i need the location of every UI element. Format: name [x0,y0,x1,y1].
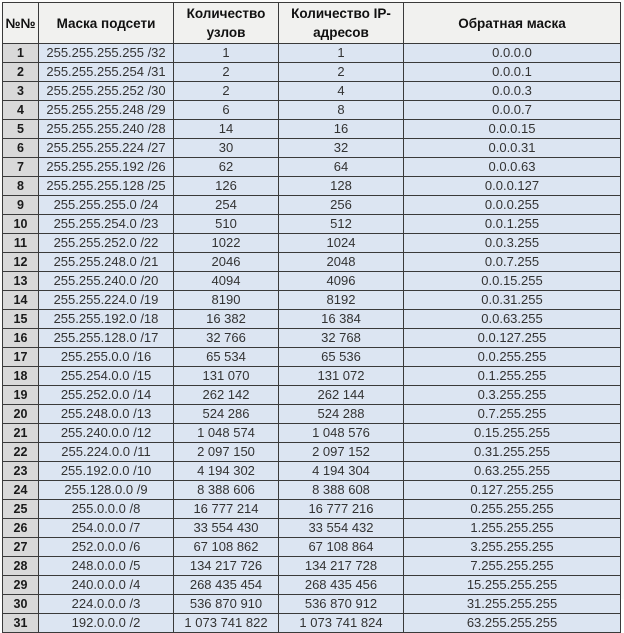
ips-cell: 16 384 [279,310,404,329]
hosts-cell: 510 [174,215,279,234]
table-row [3,272,621,291]
mask-cell: 255.224.0.0 /11 [39,443,174,462]
table-row [3,101,621,120]
column-header-num: №№ [3,3,39,44]
ips-cell: 262 144 [279,386,404,405]
table-row [3,405,621,424]
row-number-cell: 22 [3,443,39,462]
hosts-cell: 524 286 [174,405,279,424]
inverse-cell: 0.0.31.255 [404,291,621,310]
inverse-cell: 0.0.63.255 [404,310,621,329]
table-row [3,500,621,519]
hosts-cell: 268 435 454 [174,576,279,595]
table-row [3,424,621,443]
hosts-cell: 2 [174,63,279,82]
row-number-cell: 6 [3,139,39,158]
ips-cell: 8 [279,101,404,120]
ips-cell: 2 [279,63,404,82]
inverse-cell: 0.1.255.255 [404,367,621,386]
inverse-cell: 0.0.0.0 [404,44,621,63]
inverse-cell: 0.3.255.255 [404,386,621,405]
hosts-cell: 1 [174,44,279,63]
row-number-cell: 26 [3,519,39,538]
ips-cell: 64 [279,158,404,177]
mask-cell: 255.255.255.0 /24 [39,196,174,215]
table-row [3,329,621,348]
ips-cell: 32 [279,139,404,158]
hosts-cell: 14 [174,120,279,139]
table-row [3,177,621,196]
hosts-cell: 1 048 574 [174,424,279,443]
mask-cell: 254.0.0.0 /7 [39,519,174,538]
ips-cell: 512 [279,215,404,234]
inverse-cell: 7.255.255.255 [404,557,621,576]
ips-cell: 524 288 [279,405,404,424]
mask-cell: 248.0.0.0 /5 [39,557,174,576]
row-number-cell: 20 [3,405,39,424]
hosts-cell: 4 194 302 [174,462,279,481]
hosts-cell: 4094 [174,272,279,291]
table-row [3,481,621,500]
inverse-cell: 0.31.255.255 [404,443,621,462]
inverse-cell: 3.255.255.255 [404,538,621,557]
table-row [3,538,621,557]
ips-cell: 4 194 304 [279,462,404,481]
mask-cell: 255.255.128.0 /17 [39,329,174,348]
mask-cell: 255.255.252.0 /22 [39,234,174,253]
mask-cell: 255.255.192.0 /18 [39,310,174,329]
hosts-cell: 262 142 [174,386,279,405]
row-number-cell: 2 [3,63,39,82]
row-number-cell: 14 [3,291,39,310]
mask-cell: 192.0.0.0 /2 [39,614,174,633]
inverse-cell: 0.0.0.3 [404,82,621,101]
inverse-cell: 0.0.0.127 [404,177,621,196]
row-number-cell: 24 [3,481,39,500]
mask-cell: 255.255.254.0 /23 [39,215,174,234]
inverse-cell: 0.63.255.255 [404,462,621,481]
subnet-mask-table [2,2,621,633]
ips-cell: 16 777 216 [279,500,404,519]
inverse-cell: 0.0.3.255 [404,234,621,253]
inverse-cell: 31.255.255.255 [404,595,621,614]
inverse-cell: 0.0.0.255 [404,196,621,215]
ips-cell: 4 [279,82,404,101]
row-number-cell: 23 [3,462,39,481]
ips-cell: 268 435 456 [279,576,404,595]
mask-cell: 255.255.240.0 /20 [39,272,174,291]
row-number-cell: 4 [3,101,39,120]
column-header-mask: Маска подсети [39,3,174,44]
table-row [3,367,621,386]
inverse-cell: 0.127.255.255 [404,481,621,500]
ips-cell: 33 554 432 [279,519,404,538]
row-number-cell: 13 [3,272,39,291]
row-number-cell: 9 [3,196,39,215]
ips-cell: 8192 [279,291,404,310]
mask-cell: 255.255.248.0 /21 [39,253,174,272]
table-row [3,443,621,462]
row-number-cell: 16 [3,329,39,348]
mask-cell: 252.0.0.0 /6 [39,538,174,557]
header-row [3,3,621,44]
hosts-cell: 2046 [174,253,279,272]
table-row [3,519,621,538]
table-row [3,462,621,481]
ips-cell: 4096 [279,272,404,291]
table-row [3,310,621,329]
inverse-cell: 0.0.127.255 [404,329,621,348]
row-number-cell: 25 [3,500,39,519]
hosts-cell: 16 777 214 [174,500,279,519]
mask-cell: 255.128.0.0 /9 [39,481,174,500]
inverse-cell: 15.255.255.255 [404,576,621,595]
mask-cell: 255.255.255.252 /30 [39,82,174,101]
mask-cell: 255.255.224.0 /19 [39,291,174,310]
ips-cell: 1 [279,44,404,63]
row-number-cell: 1 [3,44,39,63]
column-header-hosts: Количество узлов [174,3,279,44]
row-number-cell: 21 [3,424,39,443]
row-number-cell: 5 [3,120,39,139]
hosts-cell: 16 382 [174,310,279,329]
row-number-cell: 15 [3,310,39,329]
inverse-cell: 0.0.7.255 [404,253,621,272]
ips-cell: 8 388 608 [279,481,404,500]
table-row [3,234,621,253]
table-row [3,253,621,272]
column-header-ips: Количество IP-адресов [279,3,404,44]
hosts-cell: 33 554 430 [174,519,279,538]
mask-cell: 255.192.0.0 /10 [39,462,174,481]
table-row [3,196,621,215]
hosts-cell: 131 070 [174,367,279,386]
ips-cell: 2 097 152 [279,443,404,462]
mask-cell: 255.255.0.0 /16 [39,348,174,367]
hosts-cell: 8190 [174,291,279,310]
table-body [3,44,621,633]
ips-cell: 131 072 [279,367,404,386]
inverse-cell: 0.7.255.255 [404,405,621,424]
mask-cell: 255.255.255.254 /31 [39,63,174,82]
row-number-cell: 12 [3,253,39,272]
inverse-cell: 0.0.0.63 [404,158,621,177]
row-number-cell: 10 [3,215,39,234]
hosts-cell: 30 [174,139,279,158]
inverse-cell: 1.255.255.255 [404,519,621,538]
inverse-cell: 0.0.0.7 [404,101,621,120]
inverse-cell: 0.0.15.255 [404,272,621,291]
hosts-cell: 8 388 606 [174,481,279,500]
inverse-cell: 63.255.255.255 [404,614,621,633]
mask-cell: 255.240.0.0 /12 [39,424,174,443]
table-row [3,576,621,595]
ips-cell: 1 048 576 [279,424,404,443]
table-row [3,63,621,82]
ips-cell: 1024 [279,234,404,253]
table-row [3,120,621,139]
row-number-cell: 11 [3,234,39,253]
mask-cell: 255.252.0.0 /14 [39,386,174,405]
row-number-cell: 31 [3,614,39,633]
row-number-cell: 29 [3,576,39,595]
table-row [3,158,621,177]
ips-cell: 2048 [279,253,404,272]
table-row [3,291,621,310]
hosts-cell: 1 073 741 822 [174,614,279,633]
row-number-cell: 18 [3,367,39,386]
row-number-cell: 27 [3,538,39,557]
mask-cell: 255.255.255.248 /29 [39,101,174,120]
mask-cell: 240.0.0.0 /4 [39,576,174,595]
inverse-cell: 0.0.255.255 [404,348,621,367]
table-row [3,44,621,63]
table-row [3,386,621,405]
mask-cell: 255.255.255.128 /25 [39,177,174,196]
table-row [3,139,621,158]
row-number-cell: 28 [3,557,39,576]
hosts-cell: 6 [174,101,279,120]
ips-cell: 65 536 [279,348,404,367]
mask-cell: 224.0.0.0 /3 [39,595,174,614]
hosts-cell: 126 [174,177,279,196]
mask-cell: 255.248.0.0 /13 [39,405,174,424]
mask-cell: 255.255.255.224 /27 [39,139,174,158]
hosts-cell: 32 766 [174,329,279,348]
ips-cell: 32 768 [279,329,404,348]
hosts-cell: 134 217 726 [174,557,279,576]
column-header-inverse: Обратная маска [404,3,621,44]
ips-cell: 134 217 728 [279,557,404,576]
row-number-cell: 19 [3,386,39,405]
table-row [3,557,621,576]
row-number-cell: 7 [3,158,39,177]
ips-cell: 128 [279,177,404,196]
hosts-cell: 2 097 150 [174,443,279,462]
row-number-cell: 17 [3,348,39,367]
mask-cell: 255.255.255.192 /26 [39,158,174,177]
ips-cell: 67 108 864 [279,538,404,557]
table-row [3,595,621,614]
inverse-cell: 0.0.1.255 [404,215,621,234]
ips-cell: 536 870 912 [279,595,404,614]
table-row [3,348,621,367]
mask-cell: 255.255.255.240 /28 [39,120,174,139]
inverse-cell: 0.0.0.15 [404,120,621,139]
row-number-cell: 3 [3,82,39,101]
row-number-cell: 8 [3,177,39,196]
ips-cell: 16 [279,120,404,139]
table-header [3,3,621,44]
table-row [3,215,621,234]
mask-cell: 255.0.0.0 /8 [39,500,174,519]
row-number-cell: 30 [3,595,39,614]
ips-cell: 256 [279,196,404,215]
hosts-cell: 65 534 [174,348,279,367]
hosts-cell: 62 [174,158,279,177]
inverse-cell: 0.15.255.255 [404,424,621,443]
inverse-cell: 0.255.255.255 [404,500,621,519]
inverse-cell: 0.0.0.31 [404,139,621,158]
mask-cell: 255.255.255.255 /32 [39,44,174,63]
hosts-cell: 1022 [174,234,279,253]
hosts-cell: 254 [174,196,279,215]
hosts-cell: 536 870 910 [174,595,279,614]
mask-cell: 255.254.0.0 /15 [39,367,174,386]
table-row [3,82,621,101]
table-row [3,614,621,633]
hosts-cell: 67 108 862 [174,538,279,557]
ips-cell: 1 073 741 824 [279,614,404,633]
inverse-cell: 0.0.0.1 [404,63,621,82]
hosts-cell: 2 [174,82,279,101]
